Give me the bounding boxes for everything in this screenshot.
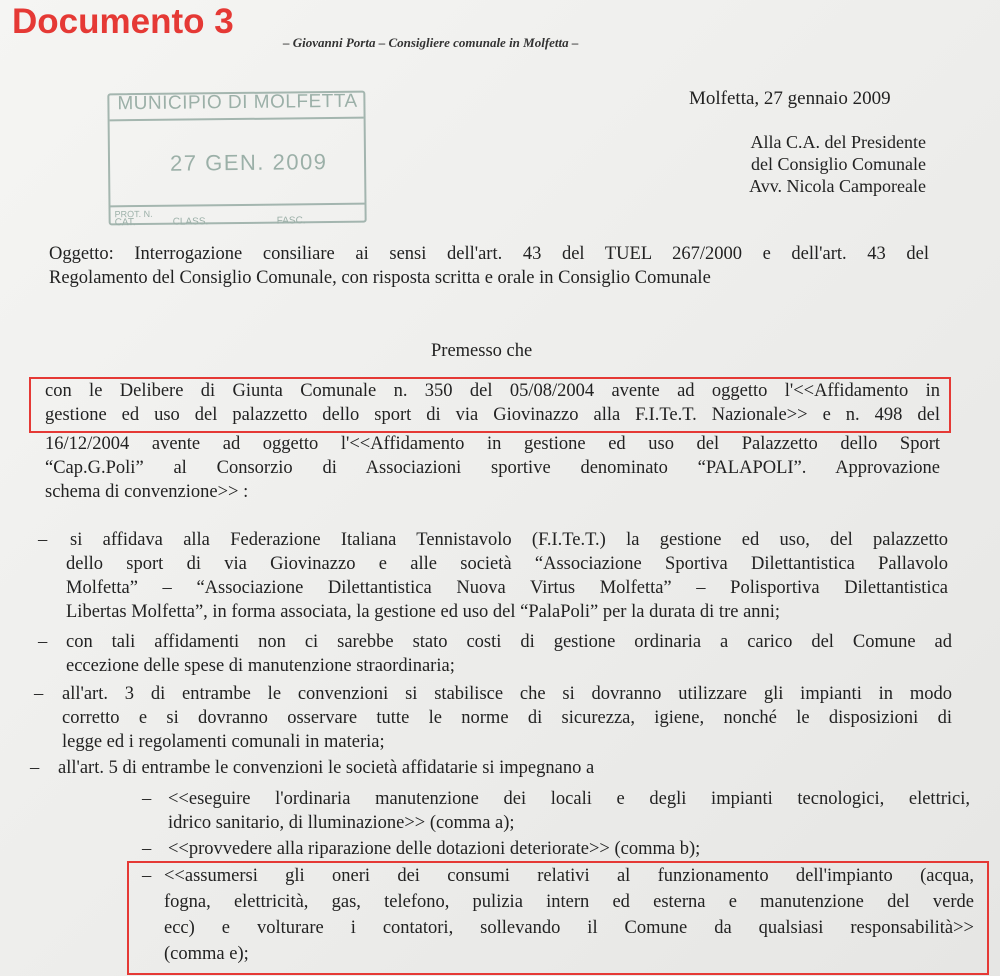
- sub-bullet-dash: –: [142, 839, 152, 859]
- protocol-stamp: [107, 90, 366, 229]
- sub-bullet-line: <<provvedere alla riparazione delle dotazioni deteriorate>> (comma b);: [168, 839, 701, 859]
- bullet-dash: –: [38, 632, 48, 652]
- bullet-line: si affidava alla Federazione Italiana Tennistavolo (F.I.Te.T.) la gestione ed uso, del palazzetto: [70, 530, 948, 550]
- subject-line: Regolamento del Consiglio Comunale, con risposta scritta e orale in Consiglio Comunale: [49, 268, 711, 288]
- sub-bullet-line: <<eseguire l'ordinaria manutenzione dei locali e degli impianti tecnologici, elettrici,: [168, 789, 970, 809]
- stamp-footer: [110, 203, 364, 228]
- sub-bullet-line: idrico sanitario, di lluminazione>> (comma a);: [168, 813, 515, 833]
- sub-bullet-line: ecc) e volturare i contatori, sollevando il Comune da qualsiasi responsabilità>>: [164, 918, 974, 938]
- sub-bullet-dash: –: [142, 866, 152, 886]
- intro-line: schema di convenzione>> :: [45, 482, 249, 502]
- stamp-class: CLASS.: [172, 216, 209, 228]
- bullet-dash: –: [38, 530, 48, 550]
- letter-date: Molfetta, 27 gennaio 2009: [689, 88, 891, 109]
- bullet-line: Libertas Molfetta”, in forma associata, la gestione ed uso del “PalaPoli” per la durata di tre anni;: [66, 602, 781, 622]
- addressee-line: Alla C.A. del Presidente: [750, 132, 926, 152]
- bullet-line: Molfetta” – “Associazione Dilettantistica Nuova Virtus Molfetta” – Polisportiva Dilettantistica: [66, 578, 948, 598]
- stamp-fasc: FASC.: [276, 215, 306, 227]
- sub-bullet-line: (comma e);: [164, 944, 249, 964]
- subject-line: Oggetto: Interrogazione consiliare ai sensi dell'art. 43 del TUEL 267/2000 e dell'art. 43 del: [49, 244, 929, 264]
- bullet-line: legge ed i regolamenti comunali in materia;: [62, 732, 385, 752]
- bullet-line: corretto e si dovranno osservare tutte le norme di sicurezza, igiene, nonché le disposizioni di: [62, 708, 952, 728]
- intro-line: “Cap.G.Poli” al Consorzio di Associazioni sportive denominato “PALAPOLI”. Approvazione: [45, 458, 940, 478]
- stamp-date: 27 GEN. 2009: [169, 149, 328, 176]
- sub-bullet-dash: –: [142, 789, 152, 809]
- bullet-line: eccezione delle spese di manutenzione straordinaria;: [66, 656, 455, 676]
- addressee-line: del Consiglio Comunale: [751, 154, 926, 174]
- bullet-line: con tali affidamenti non ci sarebbe stato costi di gestione ordinaria a carico del Comune ad: [66, 632, 952, 652]
- bullet-line: dello sport di via Giovinazzo e alle società “Associazione Sportiva Dilettantistica Pallavolo: [66, 554, 948, 574]
- addressee-line: Avv. Nicola Camporeale: [749, 176, 926, 196]
- bullet-line: all'art. 5 di entrambe le convenzioni le società affidatarie si impegnano a: [58, 758, 595, 778]
- stamp-prot: PROT. N.: [114, 208, 153, 220]
- bullet-dash: –: [34, 684, 44, 704]
- intro-line: 16/12/2004 avente ad oggetto l'<<Affidamento in gestione ed uso del Palazzetto dello Sport: [45, 434, 940, 454]
- stamp-body: [110, 117, 365, 229]
- stamp-cat: CAT.: [114, 217, 136, 229]
- premesso-heading: Premesso che: [431, 341, 533, 361]
- intro-line: gestione ed uso del palazzetto dello sport di via Giovinazzo alla F.I.Te.T. Nazionale>> e n. 498 del: [45, 405, 940, 425]
- sub-bullet-line: <<assumersi gli oneri dei consumi relativi al funzionamento dell'impianto (acqua,: [164, 866, 974, 886]
- document-label: Documento 3: [12, 2, 234, 41]
- intro-line: con le Delibere di Giunta Comunale n. 350 del 05/08/2004 avente ad oggetto l'<<Affidamento in: [45, 381, 940, 401]
- sub-bullet-line: fogna, elettricità, gas, telefono, pulizia intern ed esterna e manutenzione del verde: [164, 892, 974, 912]
- bullet-line: all'art. 3 di entrambe le convenzioni si stabilisce che si dovranno utilizzare gli impianti in modo: [62, 684, 952, 704]
- bullet-dash: –: [30, 758, 40, 778]
- stamp-municipio: MUNICIPIO DI MOLFETTA: [117, 90, 358, 115]
- letterhead: – Giovanni Porta – Consigliere comunale in Molfetta –: [283, 35, 579, 50]
